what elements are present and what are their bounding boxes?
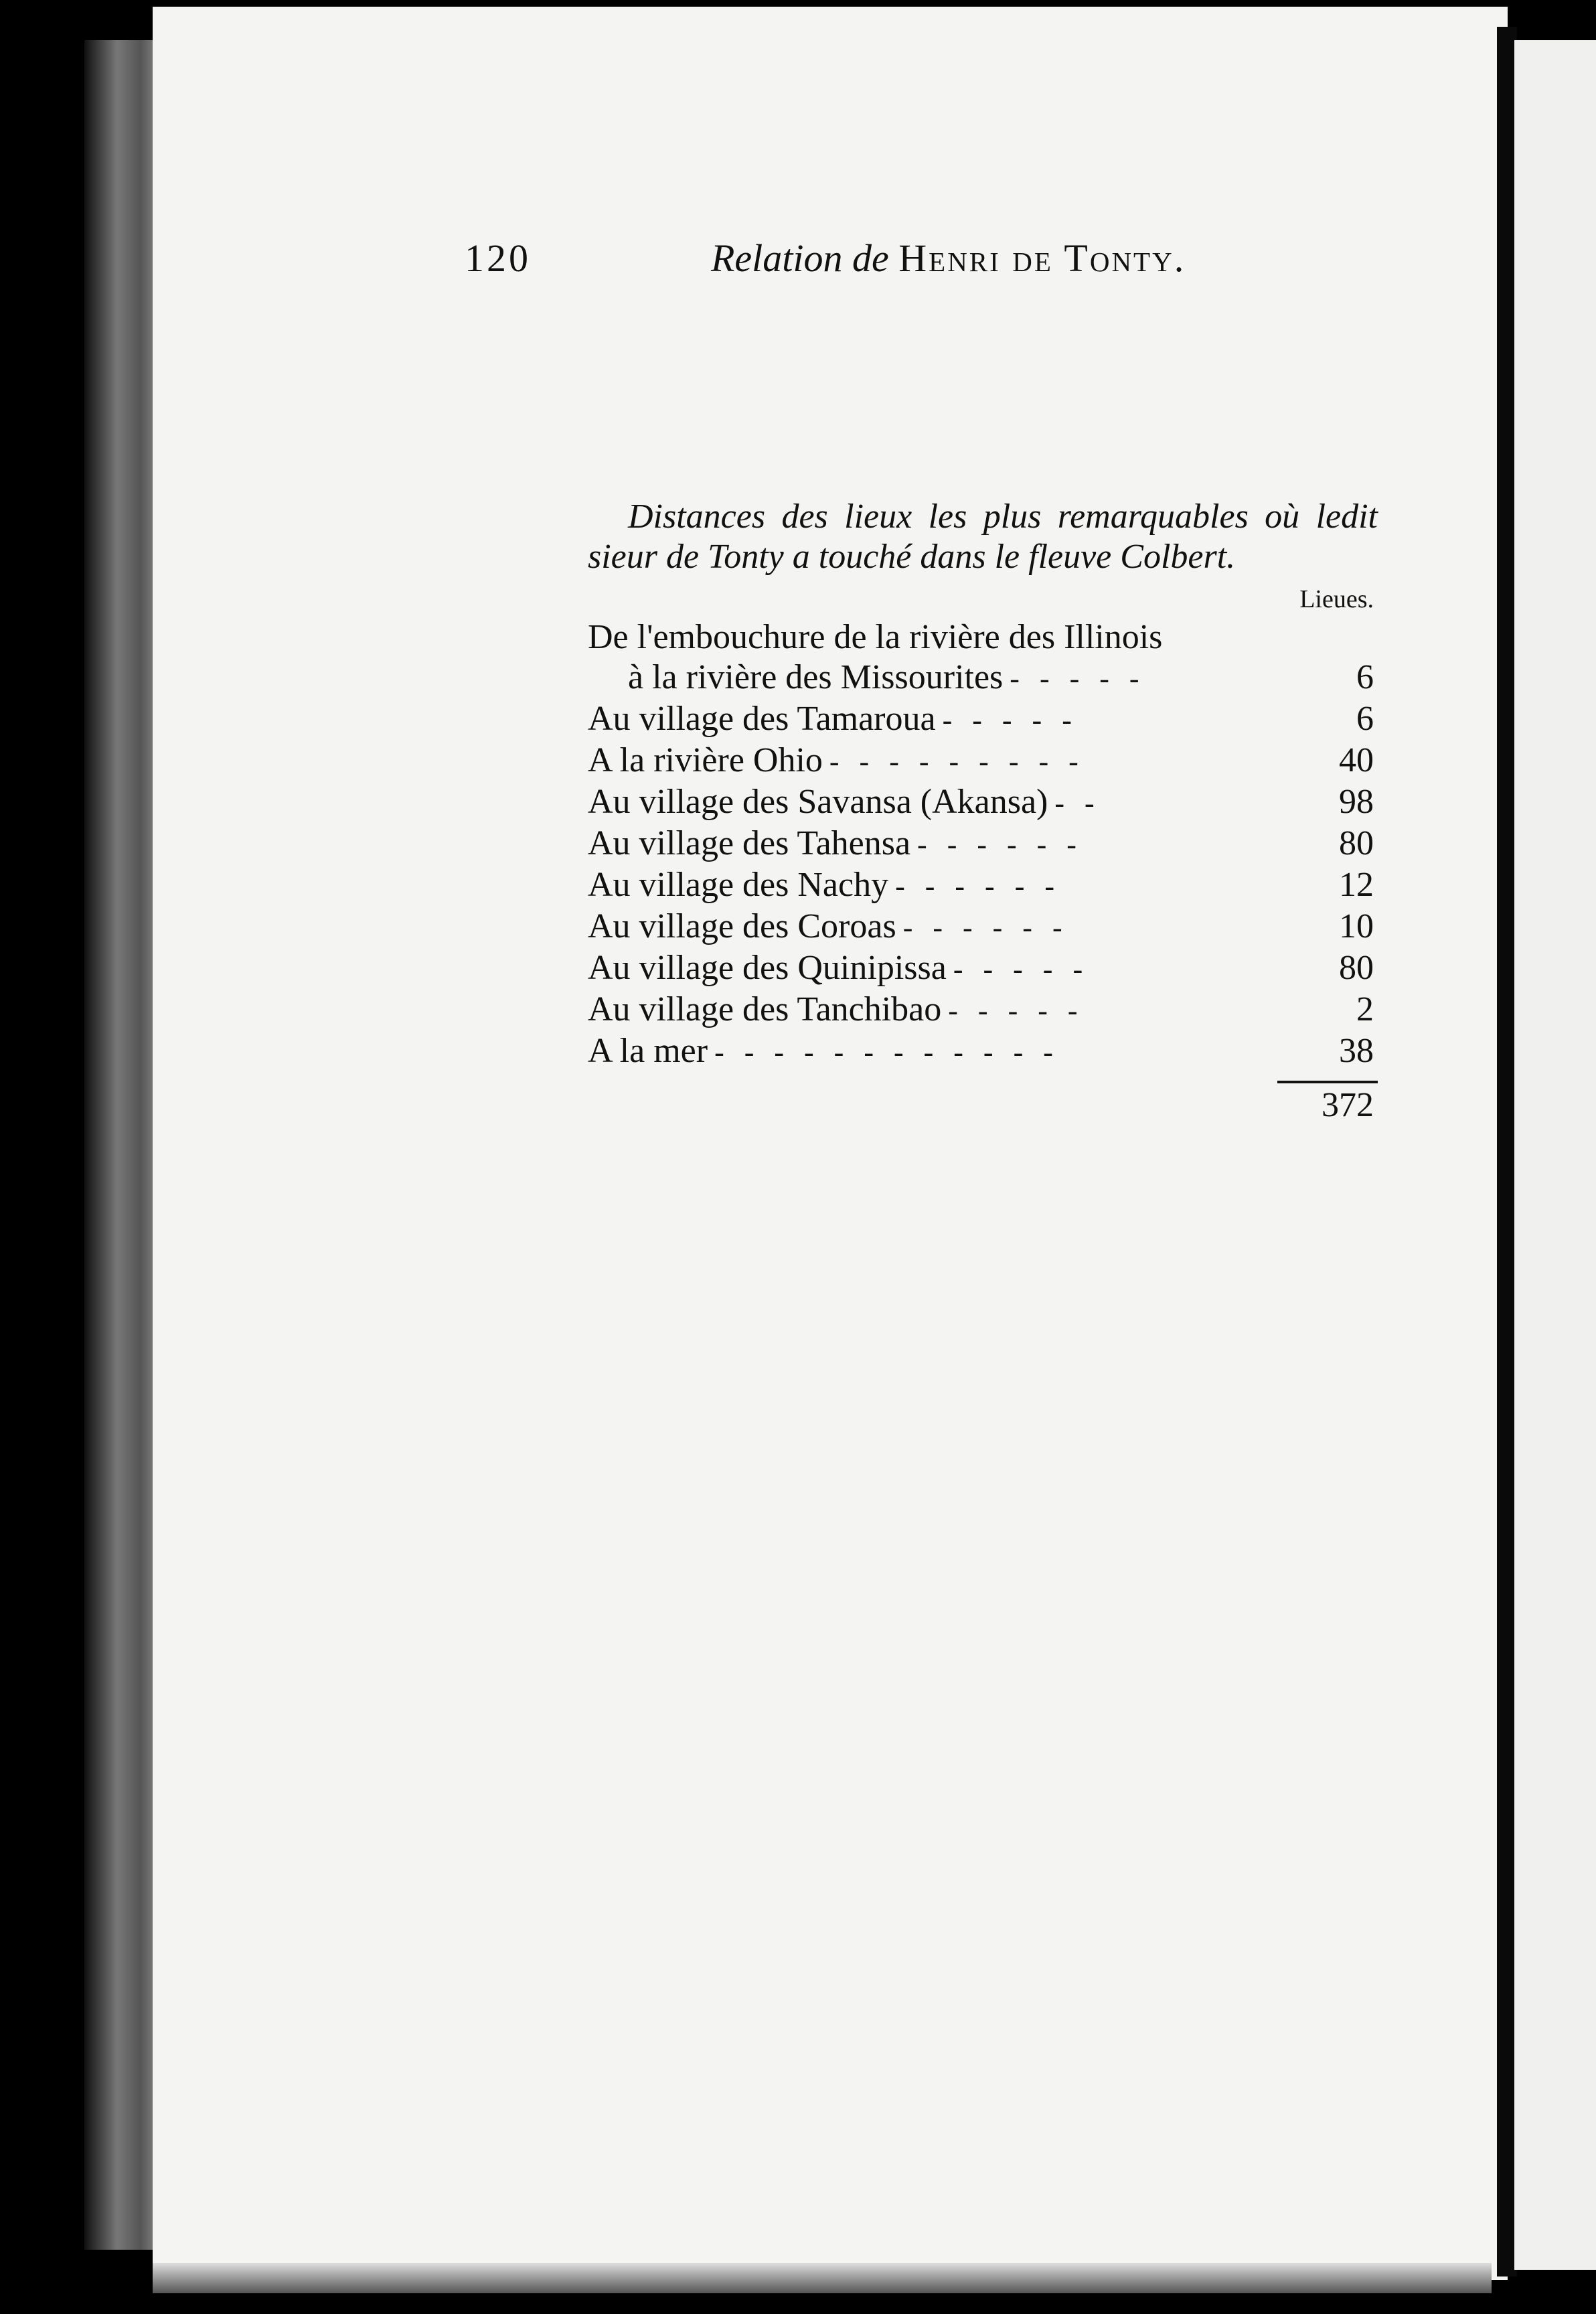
row-label: à la rivière des Missourites xyxy=(628,658,1004,696)
page-number: 120 xyxy=(465,236,531,280)
row-label: Au village des Quinipissa xyxy=(588,949,947,987)
total-value: 372 xyxy=(1322,1086,1374,1124)
row-value: 38 xyxy=(1339,1032,1374,1070)
row-label: Au village des Tamaroua xyxy=(588,700,936,738)
dot-leader: ------------ xyxy=(714,1036,1073,1069)
running-title-name: Henri de Tonty. xyxy=(898,236,1186,280)
table-row xyxy=(588,907,1378,948)
dot-leader: ----- xyxy=(948,994,1098,1027)
running-title xyxy=(711,236,1186,281)
table-row xyxy=(588,658,1378,699)
unit-label: Lieues. xyxy=(1299,585,1374,613)
dot-leader: ------ xyxy=(902,911,1083,944)
row-value: 98 xyxy=(1339,783,1374,821)
row-label: Au village des Savansa (Akansa) xyxy=(588,783,1048,821)
row-value: 10 xyxy=(1339,907,1374,945)
row-value: 80 xyxy=(1339,949,1374,987)
row-label: A la mer xyxy=(588,1032,708,1070)
table-rows xyxy=(588,617,1378,1073)
running-header xyxy=(0,236,1596,289)
row-value: 80 xyxy=(1339,824,1374,862)
table-row xyxy=(588,1031,1378,1073)
table-row xyxy=(588,617,1378,658)
row-label: Au village des Tanchibao xyxy=(588,990,942,1028)
running-title-italic: Relation de xyxy=(711,236,889,280)
table-row xyxy=(588,865,1378,907)
book-page xyxy=(153,7,1508,2280)
table-heading: Distances des lieux les plus remarquables où ledit sieur de Tonty a touché dans le fleuve Colbert. xyxy=(588,497,1378,576)
facing-page-edge xyxy=(1514,40,1596,2270)
row-label: Au village des Coroas xyxy=(588,907,896,945)
row-value: 40 xyxy=(1339,741,1374,779)
table-row xyxy=(588,990,1378,1031)
row-label: Au village des Nachy xyxy=(588,866,889,904)
table-row xyxy=(588,782,1378,824)
table-row xyxy=(588,699,1378,741)
row-label: Au village des Tahensa xyxy=(588,824,911,862)
row-value: 2 xyxy=(1356,990,1374,1028)
distance-table xyxy=(588,497,1378,1128)
dot-leader: ----- xyxy=(1010,662,1160,695)
row-value: 6 xyxy=(1356,700,1374,738)
table-row xyxy=(588,824,1378,865)
dot-leader: ----- xyxy=(942,704,1092,737)
dot-leader: --------- xyxy=(829,745,1099,778)
dot-leader: ------ xyxy=(895,870,1075,903)
row-label: A la rivière Ohio xyxy=(588,741,823,779)
row-value: 12 xyxy=(1339,866,1374,904)
dot-leader: ----- xyxy=(953,953,1103,986)
dot-leader: ------ xyxy=(917,828,1097,861)
table-row xyxy=(588,741,1378,782)
row-value: 6 xyxy=(1356,658,1374,696)
page-bottom-edge xyxy=(153,2263,1492,2293)
dot-leader: -- xyxy=(1054,787,1115,820)
table-row xyxy=(588,948,1378,990)
row-label: De l'embouchure de la rivière des Illinois xyxy=(588,618,1163,656)
